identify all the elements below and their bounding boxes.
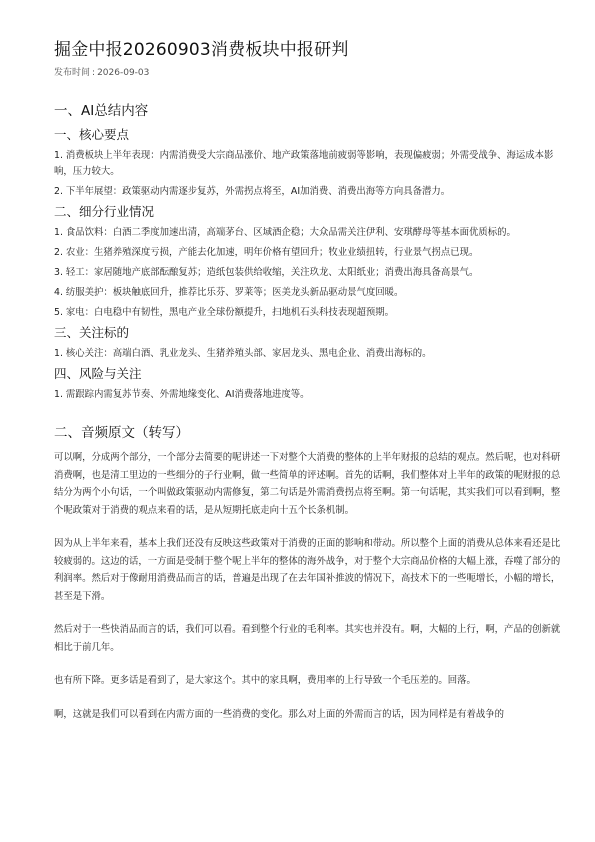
transcript-paragraph: 啊，这就是我们可以看到在内需方面的一些消费的变化。那么对上面的外需而言的话，因为同样是有着战争的 <box>54 708 505 720</box>
list-item: 1. 需跟踪内需复苏节奏、外需地缘变化、AI消费落地进度等。 <box>54 389 310 400</box>
document-title: 掘金中报20260903消费板块中报研判 <box>54 40 349 60</box>
list-item: 5. 家电：白电稳中有韧性，黑电产业全球份额提升，扫地机石头科技表现超预期。 <box>54 307 395 318</box>
list-item: 3. 轻工：家居随地产底部酝酿复苏；造纸包装供给收缩，关注玖龙、太阳纸业；消费出海具备高景气。 <box>54 267 479 278</box>
list-item: 1. 消费板块上半年表现：内需消费受大宗商品涨价、地产政策落地前疲弱等影响，表现偏疲弱；外需受战争、海运成本影响，压力较大。 <box>54 150 554 177</box>
list-item: 4. 纺服美护：板块触底回升，推荐比乐芬、罗莱等；医美龙头新品驱动景气度回暖。 <box>54 287 404 298</box>
audio-transcript-section <box>54 423 563 723</box>
transcript-paragraph: 然后对于一些快消品而言的话，我们可以看。看到整个行业的毛利率。其实也并没有。啊，大幅的上行，啊，产品的创新就相比于前几年。 <box>54 624 561 653</box>
ai-summary-section <box>54 101 563 403</box>
publish-label: 发布时间 <box>54 68 91 78</box>
subsection-heading: 二、细分行业情况 <box>54 204 155 219</box>
transcript-paragraph: 可以啊，分成两个部分，一个部分去简要的呢讲述一下对整个大消费的整体的上半年财报的总结的观点。然后呢，也对科研消费啊，也是清工里边的一些细分的子行业啊，做一些简单的评述啊。首先的话啊，我们整体对上半年的政策的呢财报的总结分为两个小句话，一个叫做政策驱动内需修复，第二句话是外需消费拐点将至啊。第一句话呢，其实我们可以看到啊，整个呢政策对于消费的观点来看的话，是从短期托底走向十五个长条机制。 <box>54 452 561 516</box>
summary-subsection-targets <box>54 323 563 362</box>
list-item: 2. 下半年展望：政策驱动内需逐步复苏，外需拐点将至，AI加消费、消费出海等方向具备潜力。 <box>54 186 451 197</box>
publish-date: 2026-09-03 <box>97 68 150 78</box>
publish-meta <box>54 67 563 79</box>
list-item: 1. 核心关注：高端白酒、乳业龙头、生猪养殖头部、家居龙头、黑电企业、消费出海标的。 <box>54 348 432 359</box>
summary-subsection-risks <box>54 364 563 403</box>
subsection-heading: 三、关注标的 <box>54 325 130 340</box>
transcript-paragraph: 也有所下降。更多话是看到了，是大家这个。其中的家具啊，费用率的上行导致一个毛压差的。回落。 <box>54 675 476 686</box>
ai-summary-heading: 一、AI总结内容 <box>54 103 149 119</box>
summary-subsection-key-points <box>54 125 563 200</box>
audio-transcript-heading: 二、音频原文（转写） <box>54 425 189 441</box>
list-item: 1. 食品饮料：白酒二季度加速出清，高端茅台、区域酒企稳；大众品需关注伊利、安琪酵母等基本面优质标的。 <box>54 227 516 238</box>
subsection-heading: 四、风险与关注 <box>54 366 142 381</box>
summary-subsection-industries <box>54 202 563 321</box>
transcript-paragraph: 因为从上半年来看，基本上我们还没有反映这些政策对于消费的正面的影响和带动。所以整个上面的消费从总体来看还是比较疲弱的。这边的话，一方面是受制于整个呢上半年的整体的海外战争，对于整个大宗商品价格的大幅上涨，吞噬了部分的利润率。然后对于像耐用消费品而言的话，普遍是出现了在去年国补推波的情况下，高技术下的一些呃增长，小幅的增长，甚至是下滑。 <box>54 538 561 602</box>
subsection-heading: 一、核心要点 <box>54 127 130 142</box>
list-item: 2. 农业：生猪养殖深度亏损，产能去化加速，明年价格有望回升；牧业业绩扭转，行业景气拐点已现。 <box>54 247 479 258</box>
publish-separator: : <box>92 68 96 78</box>
